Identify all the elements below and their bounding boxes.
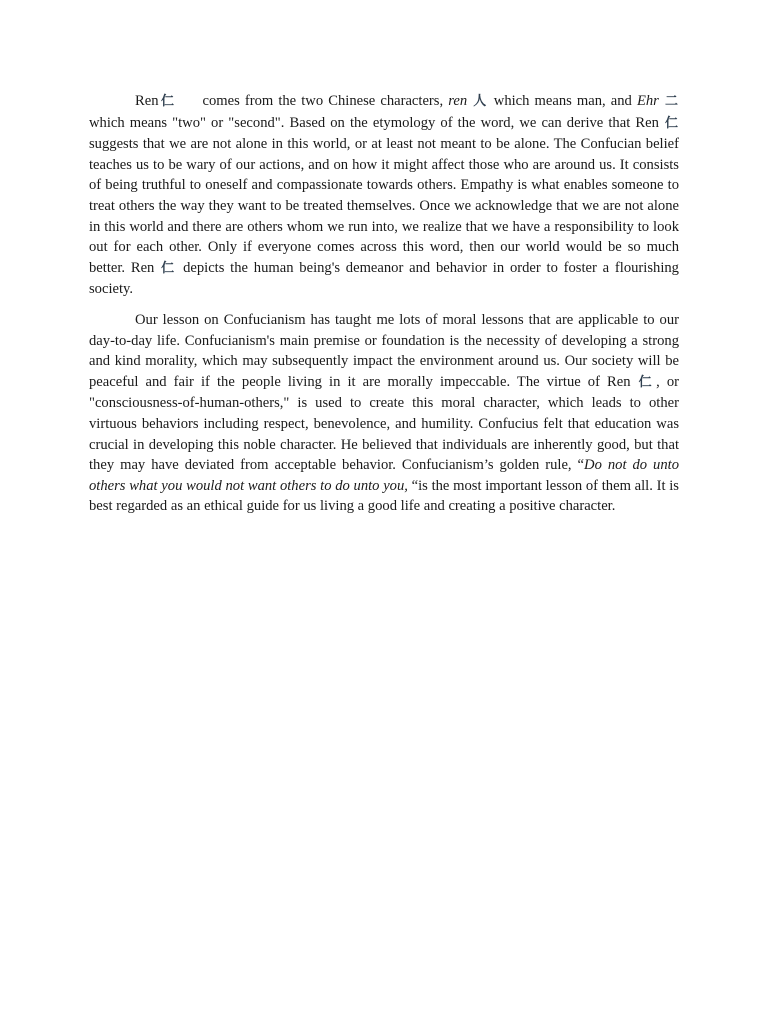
chinese-character-ren: 仁 [664,115,678,131]
text-run: comes from the two Chinese characters, [202,93,444,109]
text-run: Our lesson on Confucianism has taught me lots of moral lessons that are applicable to our day-to-day life. Confucianism's main premise or foundation is the necessity of developing a strong and kind morality, which may subsequently impact the environment around us. Our society will be peaceful and fair if the people living in it are morally impeccable. The virtue of Ren [89,311,679,390]
text-run: “is the most important lesson of them all. It is best regarded as an ethical guide for us living a good life and creating a positive character. [89,477,679,515]
chinese-character-ren: 仁 [159,94,176,109]
text-run: , or "consciousness-of-human-others," is used to create this moral character, which leads to other virtuous behaviors including respect, benevolence, and humility. Confucius felt that education was crucial in developing this noble character. He believed that individuals are inherently good, but that they may have deviated from acceptable behavior. Confucianism’s golden rule, “ [89,373,679,474]
italic-text: Ehr [636,93,659,109]
paragraph-confucianism-lesson [89,310,679,517]
text-run: Ren [135,93,159,109]
chinese-character-two: 二 [664,94,678,109]
text-run: which means "two" or "second". Based on the etymology of the word, we can derive that Ren [89,114,659,131]
italic-text: ren [448,93,468,109]
text-run: suggests that we are not alone in this world, or at least not meant to be alone. The Confucian belief teaches us to be wary of our actions, and on how it might affect those who are around us. It consists of being truthful to oneself and compassionate towards others. Empathy is what enables someone to treat others the way they want to be treated themselves. Once we acknowledge that we are not alone in this world and there are others whom we run into, we realize that we have a responsibility to look out for each other. Only if everyone comes across this word, then our world would be so much better. Ren [89,136,679,276]
italic-golden-rule-quote: Do not do unto others what you would not want others to do unto you, [89,457,679,494]
chinese-character-ren: 仁 [638,374,656,390]
paragraph-ren-etymology [89,91,679,300]
chinese-character-ren: 仁 [161,260,177,276]
text-run: depicts the human being's demeanor and behavior in order to foster a flourishing society. [89,259,679,298]
text-run: which means man, and [493,93,632,109]
document-body [89,91,679,517]
chinese-character-man: 人 [473,94,488,109]
